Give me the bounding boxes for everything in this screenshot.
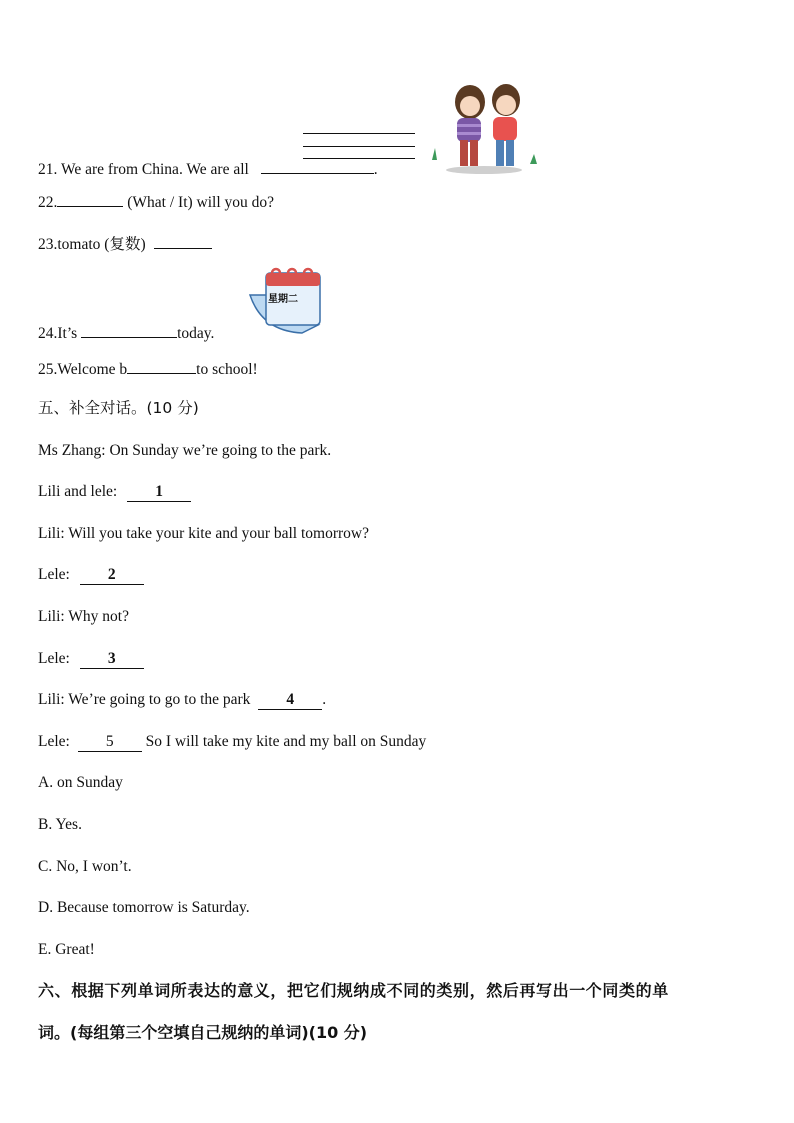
dialogue-blank-2[interactable]: 2 <box>80 566 144 585</box>
question-25 <box>38 358 258 380</box>
dialogue-text: Why not? <box>64 608 129 625</box>
dialogue-text: On Sunday we’re going to the park. <box>105 442 332 459</box>
dialogue-blank-3[interactable]: 3 <box>80 650 144 669</box>
question-24-text: 24.It’s <box>38 325 78 342</box>
dialogue-line <box>38 607 129 627</box>
question-23 <box>38 233 212 255</box>
dialogue-line <box>38 524 369 544</box>
dialogue-line <box>38 482 191 502</box>
answer-blank-24[interactable] <box>81 322 177 338</box>
writing-line <box>303 133 415 134</box>
answer-blank-25[interactable] <box>127 358 196 374</box>
speaker-name: Lele: <box>38 566 70 583</box>
option-item: C. No, I won’t. <box>38 858 132 875</box>
question-24 <box>38 322 214 344</box>
dialogue-text: Will you take your kite and your ball tomorrow? <box>64 525 369 542</box>
speaker-name: Lele: <box>38 650 70 667</box>
section-6-title: 六、根据下列单词所表达的意义，把它们规纳成不同的类别，然后再写出一个同类的单 <box>38 981 669 1000</box>
dialogue-text: . <box>322 691 327 708</box>
speaker-name: Lele: <box>38 733 70 750</box>
option-item: A. on Sunday <box>38 774 123 791</box>
option-item: B. Yes. <box>38 816 82 833</box>
answer-blank-23[interactable] <box>154 233 212 249</box>
question-23-text: 23.tomato (复数) <box>38 236 146 253</box>
question-24-tail: today. <box>177 325 215 342</box>
section-6-title-continued: 词。(每组第三个空填自己规纳的单词)(10 分) <box>38 1023 368 1042</box>
calendar-day-label: 星期二 <box>268 294 298 305</box>
writing-line <box>303 146 415 147</box>
option-item: E. Great! <box>38 941 95 958</box>
option-item: D. Because tomorrow is Saturday. <box>38 899 250 916</box>
question-22-text: (What / It) will you do? <box>123 194 275 211</box>
speaker-name: Lili and lele: <box>38 483 118 500</box>
dialogue-line <box>38 565 144 585</box>
speaker-name: Lili: <box>38 525 65 542</box>
speaker-name: Lili: <box>38 608 65 625</box>
dialogue-line <box>38 690 326 710</box>
question-25-tail: to school! <box>196 361 258 378</box>
dialogue-blank-1[interactable]: 1 <box>127 483 191 502</box>
question-22-number: 22. <box>38 194 58 211</box>
question-21-text: 21. We are from China. We are all <box>38 161 249 178</box>
dialogue-blank-5[interactable]: 5 <box>78 733 142 752</box>
question-21-tail: . <box>373 161 378 178</box>
dialogue-line <box>38 441 331 461</box>
dialogue-text: We’re going to go to the park <box>64 691 251 708</box>
question-22 <box>38 191 274 213</box>
speaker-name: Lili: <box>38 691 65 708</box>
dialogue-blank-4[interactable]: 4 <box>258 691 322 710</box>
dialogue-line <box>38 649 144 669</box>
two-girls-illustration <box>426 80 542 176</box>
dialogue-line <box>38 732 426 752</box>
question-25-text: 25.Welcome b <box>38 361 128 378</box>
answer-blank-22[interactable] <box>57 191 123 207</box>
question-21 <box>38 158 378 180</box>
speaker-name: Ms Zhang: <box>38 442 106 459</box>
dialogue-text: So I will take my kite and my ball on Sunday <box>141 733 427 750</box>
answer-blank-21[interactable] <box>261 158 374 174</box>
section-5-title: 五、补全对话。(10 分) <box>38 399 199 417</box>
